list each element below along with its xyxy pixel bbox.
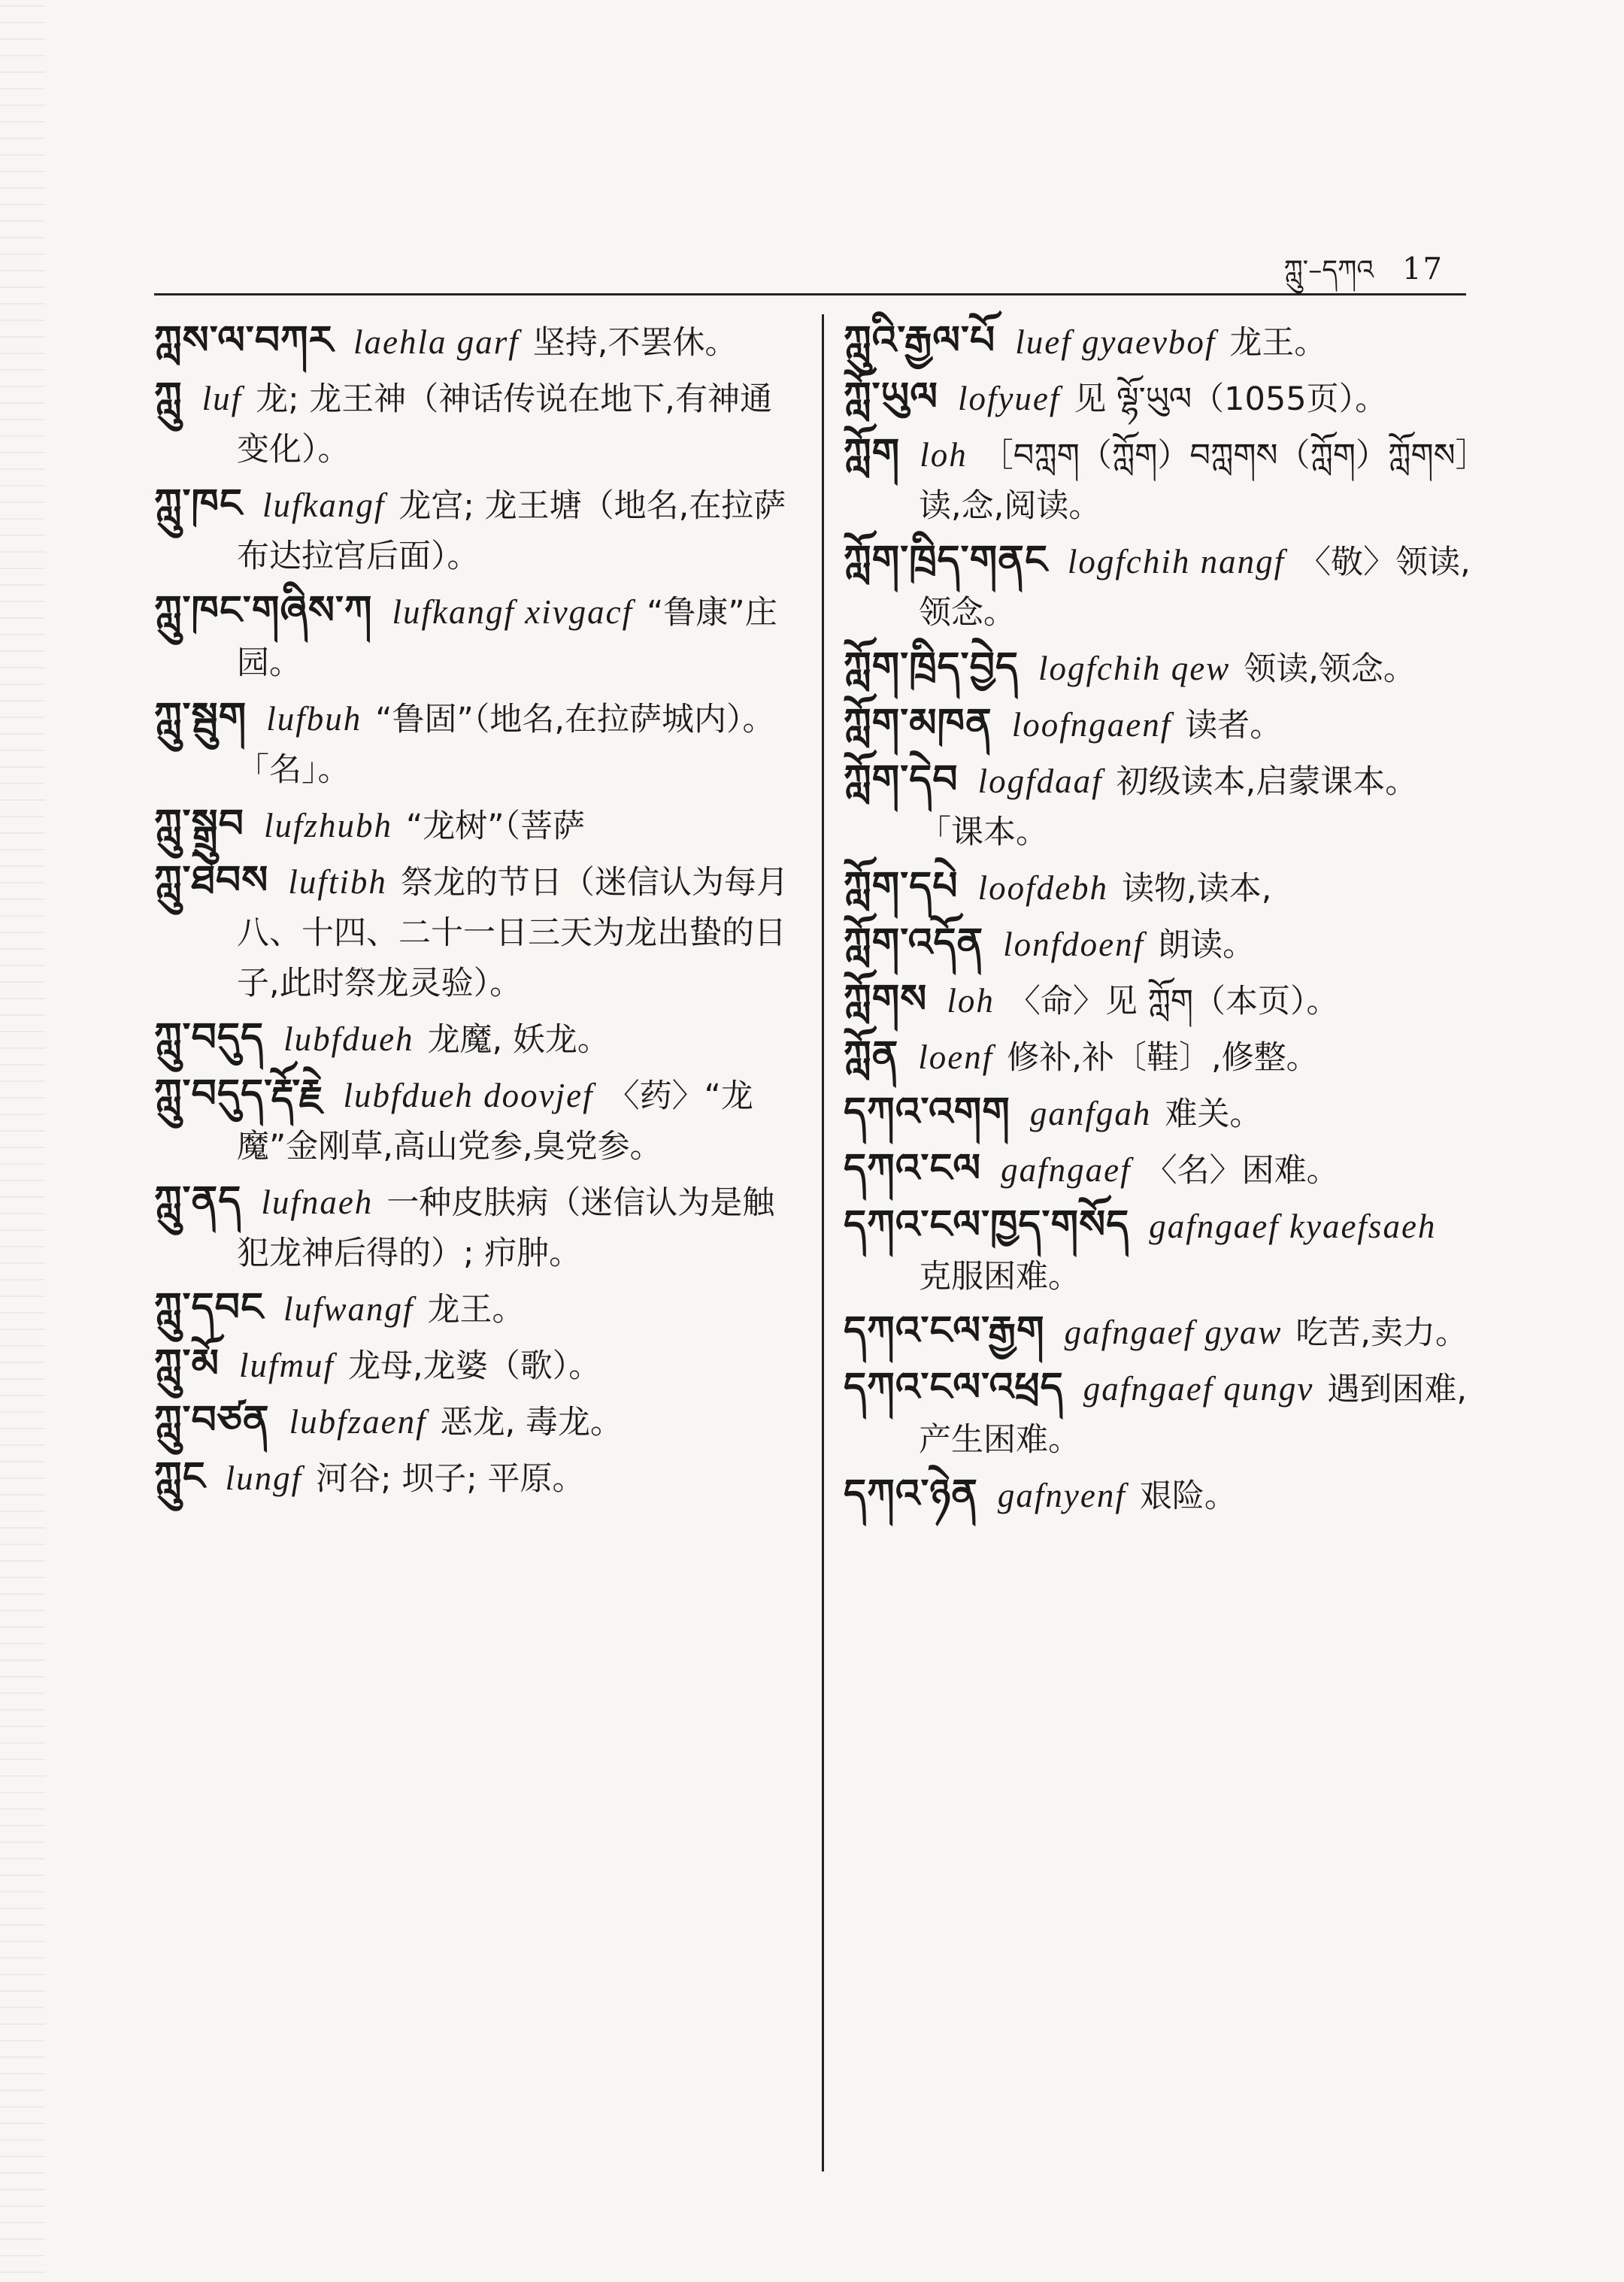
- page-number: 17: [1402, 252, 1444, 286]
- entry-headword: ཀླས་ལ་བཀར: [154, 318, 335, 363]
- entry-romanization: luftibh: [288, 863, 387, 901]
- dictionary-entry: [154, 799, 793, 851]
- dictionary-entry: [154, 1176, 793, 1278]
- dictionary-entry: [844, 642, 1474, 694]
- entry-definition: 龙魔, 妖龙。: [427, 1021, 610, 1059]
- entry-definition: 艰险。: [1139, 1477, 1237, 1515]
- dictionary-entry: [154, 1013, 793, 1065]
- running-head-tibetan: ཀླུ་–དཀའ: [1283, 255, 1374, 286]
- entry-headword: དཀའ་ངལ་ཁྱད་གསོད: [844, 1202, 1130, 1247]
- entry-headword: དཀའ་ཉེན: [844, 1471, 978, 1517]
- entry-definition: 〈命〉见 ཀློག（本页）。: [1007, 983, 1339, 1020]
- entry-definition: 初级读本,启蒙课本。 「课本。: [919, 763, 1418, 851]
- entry-definition: 〈药〉“龙魔”金刚草,高山党参,臭党参。: [237, 1077, 753, 1165]
- entry-definition: 河谷; 坝子; 平原。: [316, 1460, 585, 1498]
- header-rule: [154, 293, 1466, 295]
- entry-headword: ཀློགས: [844, 977, 928, 1022]
- entry-headword: དཀའ་ངལ་འཕྲད: [844, 1365, 1064, 1410]
- entry-definition: 〈敬〉领读,领念。: [919, 544, 1471, 632]
- entry-definition: 龙宫; 龙王塘（地名,在拉萨布达拉宫后面）。: [237, 487, 786, 575]
- dictionary-entry: [844, 862, 1474, 914]
- entry-headword: ཀླུ་བཙན: [154, 1398, 270, 1443]
- dictionary-entry: [844, 1200, 1474, 1302]
- scan-edge-shadow: [0, 0, 45, 2282]
- entry-definition: 〈名〉困难。: [1144, 1152, 1339, 1189]
- entry-headword: ཀླུ: [154, 374, 183, 420]
- entry-definition: 龙王。: [427, 1291, 525, 1329]
- dictionary-entry: [844, 1362, 1474, 1465]
- entry-headword: དཀའ་ངལ་རྒྱག: [844, 1308, 1045, 1353]
- entry-headword: ཀླུ་ནད: [154, 1178, 242, 1223]
- entry-romanization: lufwangf: [283, 1290, 414, 1328]
- entry-definition: 遇到困难,产生困难。: [919, 1371, 1468, 1459]
- entry-romanization: lubfdueh doovjef: [343, 1077, 594, 1114]
- entry-definition: “鲁固”（地名,在拉萨城内）。 「名」。: [237, 701, 775, 789]
- entry-romanization: lufzhubh: [263, 807, 392, 844]
- dictionary-entry: [844, 974, 1474, 1026]
- entry-definition: 龙王。: [1229, 324, 1327, 362]
- entry-headword: ཀློག་ཁྲིད་གནང: [844, 538, 1048, 583]
- dictionary-entry: [844, 1087, 1474, 1139]
- entry-headword: ཀླུ་ཁང་གཞིས་ཀ: [154, 588, 373, 633]
- dictionary-entry: [154, 1452, 793, 1504]
- dictionary-entry: [154, 856, 793, 1008]
- entry-headword: ཀླུང: [154, 1454, 206, 1499]
- entry-definition: 祭龙的节日（迷信认为每月八、十四、二十一日三天为龙出蛰的日子,此时祭龙灵验）。: [237, 864, 789, 1002]
- entry-headword: དཀའ་འགག: [844, 1089, 1010, 1135]
- entry-definition: “鲁康”庄园。: [237, 594, 777, 682]
- entry-romanization: gafnyenf: [997, 1477, 1126, 1514]
- dictionary-entry: [154, 692, 793, 795]
- entry-definition: 恶龙, 毒龙。: [440, 1404, 623, 1441]
- dictionary-entry: [844, 918, 1474, 970]
- entry-headword: ཀླུ་སྦུག: [154, 695, 247, 740]
- dictionary-entry: [844, 1306, 1474, 1358]
- entry-headword: ཀློག་དཔེ: [844, 864, 959, 909]
- entry-romanization: luef gyaevbof: [1015, 323, 1216, 361]
- entry-definition: 读者。: [1185, 707, 1283, 744]
- entry-definition: 一种皮肤病（迷信认为是触犯龙神后得的）; 疖肿。: [237, 1184, 775, 1272]
- entry-headword: ཀློག་ཁྲིད་བྱེད: [844, 644, 1020, 689]
- entry-headword: ཀློག་དེབ: [844, 757, 959, 802]
- entry-definition: 朗读。: [1158, 926, 1256, 964]
- entry-romanization: luf: [201, 380, 243, 417]
- entry-headword: ཀླུ་མོ: [154, 1341, 220, 1386]
- entry-definition: 修补,补〔鞋〕,修整。: [1007, 1039, 1319, 1077]
- entry-headword: ཀློག་འདོན: [844, 920, 984, 965]
- entry-definition: 龙; 龙王神（神话传说在地下,有神通变化）。: [237, 380, 772, 468]
- dictionary-entry: [844, 1144, 1474, 1196]
- dictionary-entry: [844, 1469, 1474, 1521]
- entry-definition: 难关。: [1165, 1096, 1262, 1133]
- entry-definition: 读物,读本,: [1122, 870, 1272, 908]
- entry-headword: ཀླུ་བདུད་རྡོ་རྗེ: [154, 1071, 324, 1117]
- dictionary-entry: [844, 1031, 1474, 1083]
- entry-romanization: gafngaef: [1001, 1151, 1132, 1189]
- entry-headword: ཀླུ་ཐེབས: [154, 858, 269, 903]
- entry-romanization: logfdaaf: [977, 762, 1103, 800]
- entry-definition: ［བཀླག（ཀློག）བཀླགས（ཀློག）ཀློགས］读,念,阅读。: [919, 437, 1472, 525]
- entry-definition: 坚持,不罢休。: [532, 324, 738, 362]
- entry-headword: ཀླུ་སྒྲུབ: [154, 802, 244, 847]
- entry-definition: “龙树”（菩萨: [406, 808, 586, 845]
- dictionary-entry: [844, 755, 1474, 857]
- entry-headword: ཀློ་ཡུལ: [844, 374, 938, 420]
- entry-romanization: logfchih qew: [1038, 650, 1231, 687]
- dictionary-entry: [154, 1283, 793, 1335]
- entry-headword: ཀླུ་དབང: [154, 1285, 264, 1330]
- entry-romanization: gafngaef gyaw: [1064, 1314, 1283, 1351]
- entry-romanization: gafngaef qungv: [1083, 1370, 1314, 1408]
- entry-romanization: laehla garf: [353, 323, 520, 361]
- entry-romanization: loh: [947, 982, 995, 1020]
- entry-romanization: loh: [920, 436, 968, 474]
- dictionary-entry: [154, 316, 793, 368]
- entry-headword: ཀློག: [844, 431, 901, 476]
- entry-romanization: gafngaef kyaefsaeh: [1149, 1208, 1437, 1245]
- dictionary-entry: [844, 535, 1474, 638]
- entry-romanization: loenf: [918, 1038, 994, 1076]
- dictionary-entry: [844, 699, 1474, 750]
- entry-romanization: lubfdueh: [283, 1020, 414, 1058]
- dictionary-entry: [844, 316, 1474, 368]
- entry-headword: ཀླུའི་རྒྱལ་པོ: [844, 318, 996, 363]
- dictionary-entry: [154, 479, 793, 581]
- entry-romanization: lufkangf: [262, 486, 386, 524]
- entry-definition: 领读,领念。: [1244, 650, 1416, 688]
- entry-romanization: lofyuef: [957, 380, 1061, 417]
- entry-headword: ཀླུ་ཁང: [154, 481, 243, 526]
- entry-definition: 见 ལྷོ་ཡུལ（1055页）。: [1074, 380, 1388, 418]
- entry-headword: དཀའ་ངལ: [844, 1146, 982, 1191]
- entry-headword: ཀློན: [844, 1033, 899, 1078]
- entry-romanization: loofngaenf: [1011, 706, 1172, 744]
- left-column: [154, 316, 793, 1508]
- dictionary-entry: [154, 1396, 793, 1447]
- entry-romanization: lufkangf xivgacf: [392, 593, 634, 631]
- entry-headword: ཀློག་མཁན: [844, 701, 992, 746]
- dictionary-entry: [154, 372, 793, 474]
- entry-romanization: lufbuh: [266, 700, 362, 738]
- dictionary-entry: [154, 586, 793, 688]
- entry-definition: 龙母,龙婆（歌）。: [348, 1347, 601, 1385]
- entry-romanization: logfchih nangf: [1067, 543, 1286, 580]
- running-head: [1188, 239, 1444, 284]
- entry-definition: 克服困难。: [919, 1258, 1080, 1296]
- dictionary-entry: [154, 1339, 793, 1391]
- entry-romanization: lungf: [225, 1459, 303, 1497]
- entry-romanization: loofdebh: [977, 869, 1109, 907]
- entry-romanization: lonfdoenf: [1003, 926, 1145, 963]
- entry-definition: 吃苦,卖力。: [1295, 1314, 1468, 1352]
- entry-romanization: lufnaeh: [261, 1183, 374, 1221]
- dictionary-entry: [844, 372, 1474, 424]
- entry-romanization: lubfzaenf: [289, 1403, 427, 1441]
- entry-headword: ཀླུ་བདུད: [154, 1015, 265, 1060]
- dictionary-entry: [844, 429, 1474, 531]
- dictionary-entry: [154, 1069, 793, 1171]
- right-column: [844, 316, 1474, 1526]
- column-divider: [822, 314, 824, 2171]
- entry-romanization: ganfgah: [1029, 1095, 1152, 1132]
- entry-romanization: lufmuf: [239, 1347, 335, 1384]
